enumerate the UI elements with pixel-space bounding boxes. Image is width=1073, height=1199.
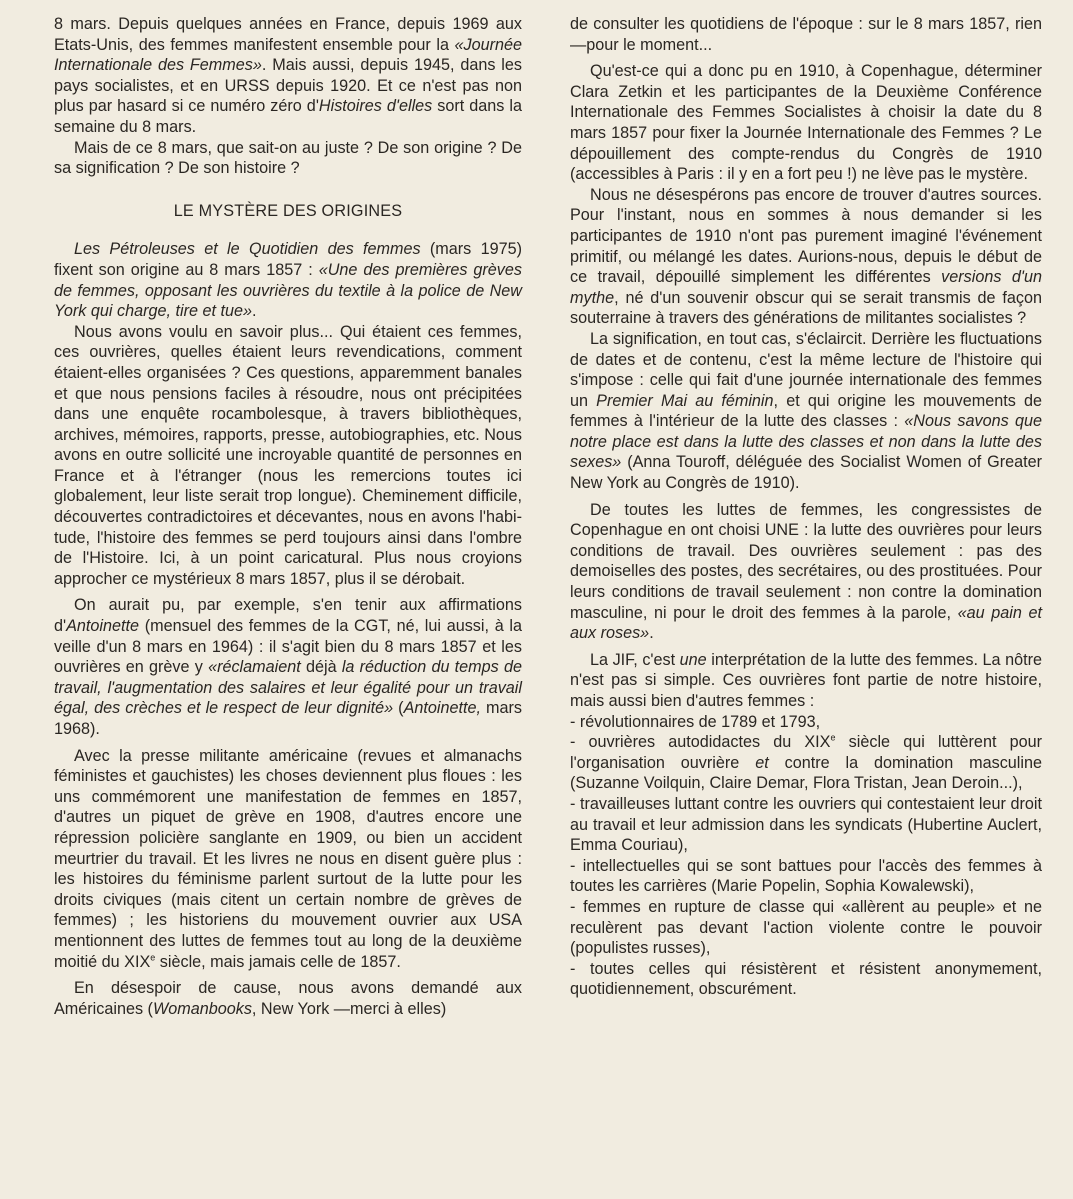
text-run: Nous avons voulu en savoir plus... Qui étaient ces femmes, ces ouvrières, quelles étaient leurs revendications, comment étaient-elles organisées ? Ces questions, apparemment banales et que nous pensions faciles à résoudre, nous ont précipitées dans une enquête rocambolesque, à travers bibliothèques, archives, mémoires, rapports, presse, autobiographies, etc. Nous avons en outre sollicité une incroyable quantité de personnes en France et à l'étranger (nous les remercions toutes ici globalement, leur liste serait trop longue). Cheminement difficile, découvertes contradictoires et décevantes, nous en avons l'habitude, l'histoire des femmes se perd toujours ainsi dans l'ombre de l'Histoire. Ici, à un point caricatural. Plus nous croyions approcher ce mystérieux 8 mars 1857, plus il se dérobait.: [54, 322, 522, 588]
text-run: La signification, en tout cas, s'éclaircit. Derrière les fluctuations de dates et de contenu, c'est la même lecture de l'histoire qui s'impose : celle qui fait d'une journée internationale des femmes un: [570, 329, 1042, 410]
italic-text: «au pain et aux roses»: [570, 603, 1042, 643]
text-run: Mais de ce 8 mars, que sait-on au juste ? De son origine ? De sa signification ? De son histoire ?: [54, 138, 522, 178]
text-run: De toutes les luttes de femmes, les congressistes de Copenhague en ont choisi UNE : la lutte des ouvrières pour leurs conditions de travail. Des ouvrières seulement : pas des demoiselles des postes, des secrétaires, ou des prostituées. Pour leurs conditions de travail seulement : non contre la domination masculine, ni pour le droit des femmes à la parole,: [570, 500, 1042, 622]
italic-text: Antoinette,: [403, 699, 481, 718]
text-run: déjà: [300, 658, 342, 677]
jif-paragraph: [570, 650, 1042, 712]
text-run: mars 1968).: [54, 699, 523, 738]
italic-text: Histoires d'elles: [318, 97, 433, 116]
italic-text: «Nous savons que notre place est dans la lutte des classes et non dans la lutte des sexes»: [570, 412, 1042, 472]
text-run: .: [649, 624, 654, 643]
text-run: En désespoir de cause, nous avons demandé aux Américaines (: [54, 979, 522, 1018]
italic-text: «Une des premières grèves de femmes, opposant les ouvrières du textile à la police de New York qui charge, tire et tue»: [54, 260, 522, 321]
intro-paragraph: [54, 14, 522, 138]
signification-paragraph: [570, 329, 1042, 494]
inquiry-paragraph: [54, 322, 522, 590]
text-run: . Mais aussi, depuis 1945, dans les pays socialistes, et en URSS depuis 1920. Et ce n'est pas non plus par hasard si ce numéro zéro d': [54, 56, 522, 116]
text-run: On aurait pu, par exemple, s'en tenir aux affirmations d': [54, 596, 522, 636]
text-run: Nous ne désespérons pas encore de trouver d'autres sources. Pour l'instant, nous en sommes à nous demander si les participantes de 1910 n'ont pas purement imaginé l'événement primitif, ou mélangé les dates. Aurions-nous, depuis le début de ce travail, dépouillé simplement les différentes: [570, 185, 1042, 287]
text-run: , et qui origine les mouvements de femmes à l'intérieur de la lutte des classes :: [570, 391, 1042, 431]
intro-question-paragraph: [54, 138, 522, 179]
italic-text: «réclamaient: [208, 658, 301, 677]
women-list: [570, 712, 1042, 1000]
text-run: , New York —merci à elles): [251, 999, 447, 1018]
continuation-paragraph: [570, 14, 1042, 55]
text-run: (Anna Touroff, déléguée des Socialist Women of Greater New York au Congrès de 1910).: [570, 453, 1042, 493]
womanbooks-paragraph: [54, 978, 522, 1019]
copenhague-paragraph: [570, 61, 1042, 185]
list-item: - toutes celles qui résistèrent et résistent anonymement, quotidiennement, obscurément.: [570, 959, 1042, 999]
text-run: La JIF, c'est: [590, 650, 680, 669]
italic-text: «Journée Internationale des Femmes»: [54, 35, 522, 75]
text-run: (: [393, 699, 404, 718]
american-press-paragraph: Avec la presse militante américaine (revues et almanachs féministes et gauchistes) les choses deviennent plus floues : les uns commémorent une manifestation de femmes en 1857, d'autres un piquet de grève en 1908, d'autres encore une répression policière sanglante en 1909, ou bien un accident meurtrier du travail. Et les livres ne nous en disent guère plus : les histoires du féminisme parlent surtout de la lutte pour les droits civiques (mais citent un certain nombre de grèves de femmes) ; les historiens du mouvement ouvrier aux USA mentionnent des luttes de femmes tout au long de la deuxième moitié du XIXe siècle, mais jamais celle de 1857.: [54, 746, 522, 971]
italic-text: Premier Mai au féminin: [596, 391, 774, 410]
list-item: - intellectuelles qui se sont battues pour l'accès des femmes à toutes les carrières (Marie Popelin, Sophia Kowalewski),: [570, 856, 1042, 896]
right-column: [570, 14, 1042, 1000]
italic-text: Les Pétroleuses et le Quotidien des femmes: [74, 240, 421, 259]
text-run: (mars 1975) fixent son origine au 8 mars 1857 :: [54, 240, 523, 279]
origin-paragraph: [54, 239, 522, 321]
sources-paragraph: [570, 185, 1042, 329]
italic-text: versions d'un mythe: [570, 268, 1042, 307]
list-item: - ouvrières autodidactes du XIXe siècle qui luttèrent pour l'organisation ouvrière et contre la domination masculine (Suzanne Voilquin, Claire Demar, Flora Tristan, Jean Deroin...),: [570, 732, 1042, 793]
text-run: , né d'un souvenir obscur qui se serait transmis de façon souterraine à travers des générations de militantes socialistes ?: [570, 288, 1042, 328]
text-run: Qu'est-ce qui a donc pu en 1910, à Copenhague, déterminer Clara Zetkin et les participantes de la Deuxième Conférence Internationale des Femmes Socialistes à choisir la date du 8 mars 1857 pour fixer la Journée Internationale des Femmes ? Le dépouillement des compte-rendus du Congrès de 1910 (accessibles à Paris : il y en a fort peu !) ne lève pas le mystère.: [570, 62, 1042, 184]
text-run: interprétation de la lutte des femmes. La nôtre n'est pas si simple. Ces ouvrières font partie de notre histoire, mais aussi bien d'autres femmes :: [570, 650, 1042, 710]
text-run: de consulter les quotidiens de l'époque : sur le 8 mars 1857, rien —pour le moment...: [570, 15, 1042, 54]
text-run: (mensuel des femmes de la CGT, né, lui aussi, à la veille d'un 8 mars en 1964) : il s'agit bien du 8 mars 1857 et les ouvrières en grève y: [54, 617, 522, 677]
italic-text: Antoinette: [66, 617, 139, 636]
italic-text: Womanbooks: [152, 999, 252, 1018]
list-item: - révolutionnaires de 1789 et 1793,: [570, 712, 821, 731]
italic-text: la réduction du temps de travail, l'augmentation des salaires et leur égalité pour un travail égal, des crèches et le respect de leur dignité»: [54, 658, 522, 718]
list-item: - femmes en rupture de classe qui «allèrent au peuple» et ne reculèrent pas devant l'action violente contre le pouvoir (populistes russes),: [570, 897, 1042, 958]
left-column: [54, 14, 522, 1019]
choice-paragraph: [570, 500, 1042, 644]
italic-text: une: [679, 650, 707, 669]
text-run: 8 mars. Depuis quelques années en France, depuis 1969 aux Etats-Unis, des femmes manifestent ensemble pour la: [54, 15, 522, 54]
text-run: sort dans la semaine du 8 mars.: [54, 97, 522, 136]
section-heading: LE MYSTÈRE DES ORIGINES: [173, 201, 403, 220]
antoinette-paragraph: [54, 595, 522, 739]
text-run: .: [251, 302, 257, 321]
list-item: - travailleuses luttant contre les ouvriers qui contestaient leur droit au travail et leur admission dans les syndicats (Hubertine Auclert, Emma Couriau),: [570, 794, 1042, 855]
